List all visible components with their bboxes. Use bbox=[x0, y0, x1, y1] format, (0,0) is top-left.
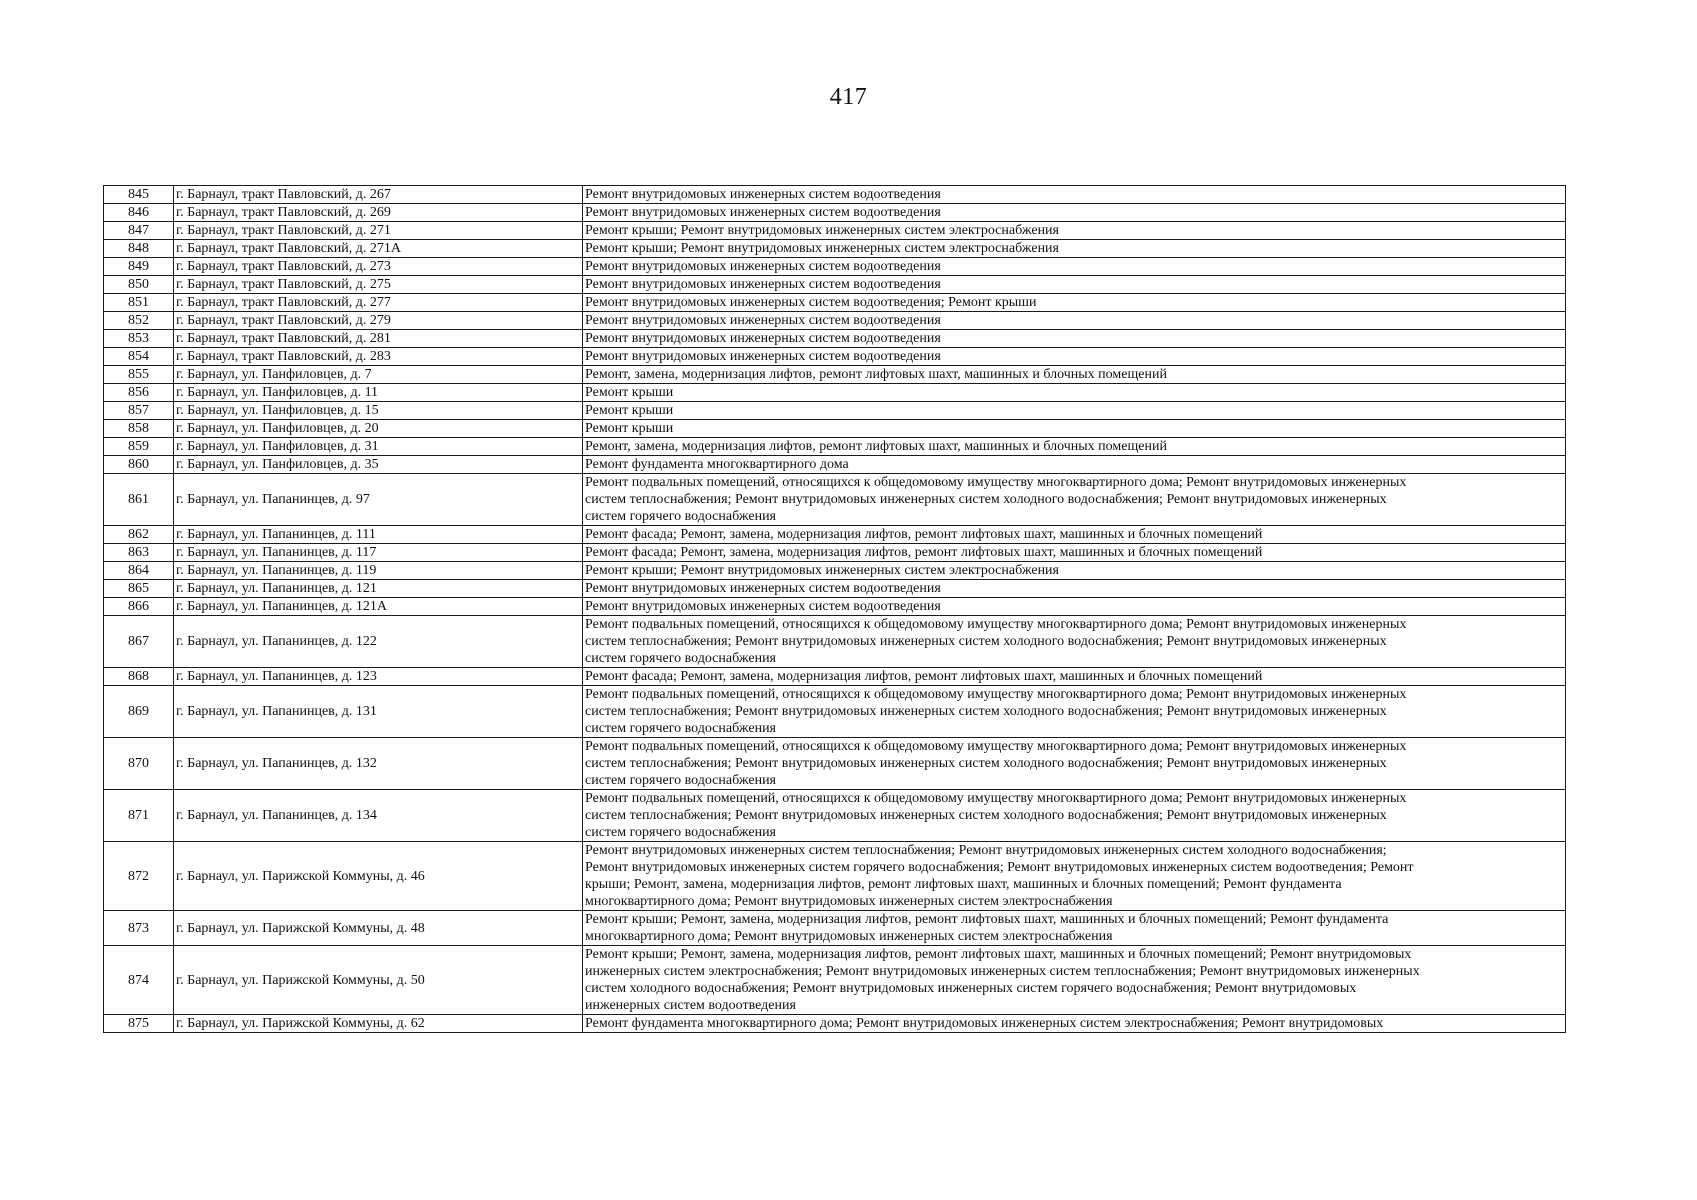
row-address: г. Барнаул, тракт Павловский, д. 279 bbox=[174, 312, 583, 330]
table-row bbox=[104, 348, 1566, 366]
table-row bbox=[104, 580, 1566, 598]
row-address: г. Барнаул, тракт Павловский, д. 271 bbox=[174, 222, 583, 240]
work-line: Ремонт подвальных помещений, относящихся к общедомовому имуществу многоквартирного дома; Ремонт внутридомовых инженерных bbox=[585, 791, 1407, 806]
work-line: многоквартирного дома; Ремонт внутридомовых инженерных систем электроснабжения bbox=[585, 894, 1113, 909]
row-work-description: Ремонт внутридомовых инженерных систем водоотведения bbox=[583, 330, 1566, 348]
row-address: г. Барнаул, тракт Павловский, д. 283 bbox=[174, 348, 583, 366]
table-row bbox=[104, 366, 1566, 384]
work-line: Ремонт внутридомовых инженерных систем теплоснабжения; Ремонт внутридомовых инженерных систем холодного водоснабжения; bbox=[585, 843, 1387, 858]
row-work-description bbox=[583, 842, 1566, 911]
row-number: 872 bbox=[104, 842, 174, 911]
row-number: 863 bbox=[104, 544, 174, 562]
row-address: г. Барнаул, ул. Панфиловцев, д. 31 bbox=[174, 438, 583, 456]
row-work-description: Ремонт крыши; Ремонт внутридомовых инженерных систем электроснабжения bbox=[583, 240, 1566, 258]
row-work-description: Ремонт внутридомовых инженерных систем водоотведения bbox=[583, 276, 1566, 294]
row-work-description: Ремонт внутридомовых инженерных систем водоотведения bbox=[583, 312, 1566, 330]
row-address: г. Барнаул, тракт Павловский, д. 271А bbox=[174, 240, 583, 258]
row-work-description: Ремонт, замена, модернизация лифтов, ремонт лифтовых шахт, машинных и блочных помещений bbox=[583, 438, 1566, 456]
table-row bbox=[104, 544, 1566, 562]
row-number: 874 bbox=[104, 946, 174, 1015]
table-row bbox=[104, 1015, 1566, 1033]
table-row bbox=[104, 474, 1566, 526]
table-row bbox=[104, 946, 1566, 1015]
row-work-description bbox=[583, 474, 1566, 526]
row-address: г. Барнаул, ул. Парижской Коммуны, д. 62 bbox=[174, 1015, 583, 1033]
row-number: 859 bbox=[104, 438, 174, 456]
work-line: систем теплоснабжения; Ремонт внутридомовых инженерных систем холодного водоснабжения; Ремонт внутридомовых инженерных bbox=[585, 492, 1387, 507]
work-line: систем горячего водоснабжения bbox=[585, 509, 776, 524]
row-number: 847 bbox=[104, 222, 174, 240]
row-work-description: Ремонт фасада; Ремонт, замена, модернизация лифтов, ремонт лифтовых шахт, машинных и блочных помещений bbox=[583, 526, 1566, 544]
table-row bbox=[104, 562, 1566, 580]
table-row bbox=[104, 790, 1566, 842]
work-line: многоквартирного дома; Ремонт внутридомовых инженерных систем электроснабжения bbox=[585, 929, 1113, 944]
row-number: 854 bbox=[104, 348, 174, 366]
row-address: г. Барнаул, ул. Папанинцев, д. 111 bbox=[174, 526, 583, 544]
row-address: г. Барнаул, ул. Папанинцев, д. 122 bbox=[174, 616, 583, 668]
table-row bbox=[104, 402, 1566, 420]
work-line: Ремонт подвальных помещений, относящихся к общедомовому имуществу многоквартирного дома; Ремонт внутридомовых инженерных bbox=[585, 617, 1407, 632]
row-work-description bbox=[583, 616, 1566, 668]
page-number: 417 bbox=[829, 84, 868, 110]
work-line: систем теплоснабжения; Ремонт внутридомовых инженерных систем холодного водоснабжения; Ремонт внутридомовых инженерных bbox=[585, 756, 1387, 771]
row-number: 870 bbox=[104, 738, 174, 790]
row-number: 852 bbox=[104, 312, 174, 330]
row-work-description bbox=[583, 686, 1566, 738]
row-address: г. Барнаул, ул. Парижской Коммуны, д. 48 bbox=[174, 911, 583, 946]
work-line: Ремонт крыши; Ремонт, замена, модернизация лифтов, ремонт лифтовых шахт, машинных и блочных помещений; Ремонт фундамента bbox=[585, 912, 1389, 927]
work-line: крыши; Ремонт, замена, модернизация лифтов, ремонт лифтовых шахт, машинных и блочных помещений; Ремонт фундамента bbox=[585, 877, 1342, 892]
table-row bbox=[104, 598, 1566, 616]
row-address: г. Барнаул, тракт Павловский, д. 277 bbox=[174, 294, 583, 312]
work-line: инженерных систем водоотведения bbox=[585, 998, 796, 1013]
row-number: 871 bbox=[104, 790, 174, 842]
table-row bbox=[104, 911, 1566, 946]
row-work-description bbox=[583, 790, 1566, 842]
repair-table-container bbox=[103, 185, 1566, 1033]
work-line: систем теплоснабжения; Ремонт внутридомовых инженерных систем холодного водоснабжения; Ремонт внутридомовых инженерных bbox=[585, 634, 1387, 649]
work-line: Ремонт подвальных помещений, относящихся к общедомовому имуществу многоквартирного дома; Ремонт внутридомовых инженерных bbox=[585, 475, 1407, 490]
row-number: 865 bbox=[104, 580, 174, 598]
row-address: г. Барнаул, ул. Папанинцев, д. 97 bbox=[174, 474, 583, 526]
row-number: 860 bbox=[104, 456, 174, 474]
row-number: 846 bbox=[104, 204, 174, 222]
table-row bbox=[104, 686, 1566, 738]
row-address: г. Барнаул, ул. Папанинцев, д. 134 bbox=[174, 790, 583, 842]
work-line: систем теплоснабжения; Ремонт внутридомовых инженерных систем холодного водоснабжения; Ремонт внутридомовых инженерных bbox=[585, 808, 1387, 823]
row-number: 861 bbox=[104, 474, 174, 526]
row-number: 845 bbox=[104, 186, 174, 204]
row-number: 862 bbox=[104, 526, 174, 544]
work-line: Ремонт подвальных помещений, относящихся к общедомовому имуществу многоквартирного дома; Ремонт внутридомовых инженерных bbox=[585, 739, 1407, 754]
row-work-description: Ремонт фасада; Ремонт, замена, модернизация лифтов, ремонт лифтовых шахт, машинных и блочных помещений bbox=[583, 544, 1566, 562]
row-address: г. Барнаул, ул. Папанинцев, д. 117 bbox=[174, 544, 583, 562]
table-row bbox=[104, 330, 1566, 348]
table-row bbox=[104, 204, 1566, 222]
row-address: г. Барнаул, ул. Парижской Коммуны, д. 50 bbox=[174, 946, 583, 1015]
row-number: 867 bbox=[104, 616, 174, 668]
row-work-description: Ремонт внутридомовых инженерных систем водоотведения bbox=[583, 186, 1566, 204]
work-line: Ремонт подвальных помещений, относящихся к общедомовому имуществу многоквартирного дома; Ремонт внутридомовых инженерных bbox=[585, 687, 1407, 702]
row-work-description: Ремонт фасада; Ремонт, замена, модернизация лифтов, ремонт лифтовых шахт, машинных и блочных помещений bbox=[583, 668, 1566, 686]
row-work-description bbox=[583, 911, 1566, 946]
table-row bbox=[104, 668, 1566, 686]
row-work-description bbox=[583, 738, 1566, 790]
row-number: 856 bbox=[104, 384, 174, 402]
table-row bbox=[104, 312, 1566, 330]
row-address: г. Барнаул, ул. Папанинцев, д. 132 bbox=[174, 738, 583, 790]
row-address: г. Барнаул, ул. Папанинцев, д. 131 bbox=[174, 686, 583, 738]
row-work-description: Ремонт внутридомовых инженерных систем водоотведения bbox=[583, 580, 1566, 598]
row-address: г. Барнаул, ул. Папанинцев, д. 121 bbox=[174, 580, 583, 598]
row-number: 855 bbox=[104, 366, 174, 384]
row-work-description: Ремонт крыши bbox=[583, 420, 1566, 438]
table-row bbox=[104, 616, 1566, 668]
row-work-description: Ремонт крыши; Ремонт внутридомовых инженерных систем электроснабжения bbox=[583, 562, 1566, 580]
row-work-description: Ремонт внутридомовых инженерных систем водоотведения bbox=[583, 204, 1566, 222]
work-line: систем горячего водоснабжения bbox=[585, 825, 776, 840]
work-line: систем горячего водоснабжения bbox=[585, 721, 776, 736]
row-number: 857 bbox=[104, 402, 174, 420]
row-address: г. Барнаул, ул. Панфиловцев, д. 15 bbox=[174, 402, 583, 420]
repair-table-body bbox=[104, 186, 1566, 1033]
row-address: г. Барнаул, ул. Панфиловцев, д. 20 bbox=[174, 420, 583, 438]
table-row bbox=[104, 738, 1566, 790]
row-address: г. Барнаул, ул. Папанинцев, д. 123 bbox=[174, 668, 583, 686]
row-number: 875 bbox=[104, 1015, 174, 1033]
work-line: систем горячего водоснабжения bbox=[585, 773, 776, 788]
row-address: г. Барнаул, ул. Папанинцев, д. 121А bbox=[174, 598, 583, 616]
row-number: 853 bbox=[104, 330, 174, 348]
table-row bbox=[104, 526, 1566, 544]
table-row bbox=[104, 294, 1566, 312]
work-line: Ремонт внутридомовых инженерных систем горячего водоснабжения; Ремонт внутридомовых инженерных систем водоотведения; Ремонт bbox=[585, 860, 1414, 875]
row-work-description: Ремонт крыши; Ремонт внутридомовых инженерных систем электроснабжения bbox=[583, 222, 1566, 240]
table-row bbox=[104, 276, 1566, 294]
table-row bbox=[104, 420, 1566, 438]
row-number: 851 bbox=[104, 294, 174, 312]
repair-table bbox=[103, 185, 1566, 1033]
table-row bbox=[104, 384, 1566, 402]
row-address: г. Барнаул, тракт Павловский, д. 273 bbox=[174, 258, 583, 276]
row-address: г. Барнаул, тракт Павловский, д. 267 bbox=[174, 186, 583, 204]
row-work-description: Ремонт внутридомовых инженерных систем водоотведения; Ремонт крыши bbox=[583, 294, 1566, 312]
row-work-description: Ремонт крыши bbox=[583, 402, 1566, 420]
work-line: систем теплоснабжения; Ремонт внутридомовых инженерных систем холодного водоснабжения; Ремонт внутридомовых инженерных bbox=[585, 704, 1387, 719]
work-line: Ремонт крыши; Ремонт, замена, модернизация лифтов, ремонт лифтовых шахт, машинных и блочных помещений; Ремонт внутридомовых bbox=[585, 947, 1412, 962]
row-number: 868 bbox=[104, 668, 174, 686]
row-address: г. Барнаул, ул. Панфиловцев, д. 35 bbox=[174, 456, 583, 474]
row-number: 873 bbox=[104, 911, 174, 946]
table-row bbox=[104, 222, 1566, 240]
row-work-description: Ремонт внутридомовых инженерных систем водоотведения bbox=[583, 598, 1566, 616]
row-work-description: Ремонт фундамента многоквартирного дома bbox=[583, 456, 1566, 474]
row-address: г. Барнаул, ул. Панфиловцев, д. 7 bbox=[174, 366, 583, 384]
row-address: г. Барнаул, тракт Павловский, д. 269 bbox=[174, 204, 583, 222]
table-row bbox=[104, 842, 1566, 911]
row-number: 850 bbox=[104, 276, 174, 294]
row-address: г. Барнаул, тракт Павловский, д. 275 bbox=[174, 276, 583, 294]
row-number: 848 bbox=[104, 240, 174, 258]
table-row bbox=[104, 240, 1566, 258]
row-address: г. Барнаул, ул. Папанинцев, д. 119 bbox=[174, 562, 583, 580]
work-line: систем холодного водоснабжения; Ремонт внутридомовых инженерных систем горячего водоснабжения; Ремонт внутридомовых bbox=[585, 981, 1357, 996]
row-work-description: Ремонт крыши bbox=[583, 384, 1566, 402]
row-work-description bbox=[583, 946, 1566, 1015]
table-row bbox=[104, 438, 1566, 456]
table-row bbox=[104, 186, 1566, 204]
row-number: 866 bbox=[104, 598, 174, 616]
row-number: 858 bbox=[104, 420, 174, 438]
row-address: г. Барнаул, ул. Панфиловцев, д. 11 bbox=[174, 384, 583, 402]
row-work-description: Ремонт внутридомовых инженерных систем водоотведения bbox=[583, 258, 1566, 276]
row-address: г. Барнаул, ул. Парижской Коммуны, д. 46 bbox=[174, 842, 583, 911]
row-number: 849 bbox=[104, 258, 174, 276]
row-number: 869 bbox=[104, 686, 174, 738]
table-row bbox=[104, 258, 1566, 276]
work-line: систем горячего водоснабжения bbox=[585, 651, 776, 666]
row-work-description: Ремонт внутридомовых инженерных систем водоотведения bbox=[583, 348, 1566, 366]
row-address: г. Барнаул, тракт Павловский, д. 281 bbox=[174, 330, 583, 348]
table-row bbox=[104, 456, 1566, 474]
row-work-description: Ремонт фундамента многоквартирного дома; Ремонт внутридомовых инженерных систем электроснабжения; Ремонт внутридомовых bbox=[583, 1015, 1566, 1033]
work-line: инженерных систем электроснабжения; Ремонт внутридомовых инженерных систем теплоснабжения; Ремонт внутридомовых инженерных bbox=[585, 964, 1420, 979]
row-work-description: Ремонт, замена, модернизация лифтов, ремонт лифтовых шахт, машинных и блочных помещений bbox=[583, 366, 1566, 384]
row-number: 864 bbox=[104, 562, 174, 580]
